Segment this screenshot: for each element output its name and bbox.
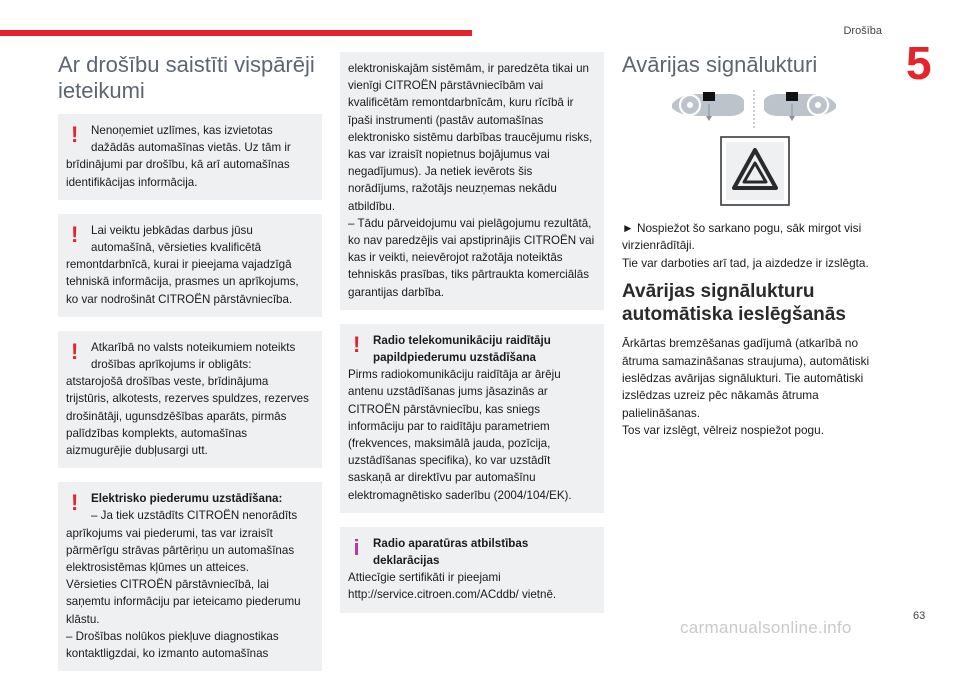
header-accent-bar xyxy=(0,30,472,36)
page-number: 63 xyxy=(913,610,926,622)
warning-note-radio-transmitters xyxy=(340,324,604,513)
warning-exclamation-icon: ! xyxy=(71,338,79,364)
right-column xyxy=(622,52,888,440)
warning-exclamation-icon: ! xyxy=(71,122,79,147)
general-safety-heading: Ar drošību saistīti vispārēji ieteikumi xyxy=(58,52,315,103)
info-note-declarations xyxy=(340,527,604,613)
hazard-button-figure xyxy=(720,136,790,206)
warning-exclamation-icon: ! xyxy=(71,221,79,247)
note-body: remontdarbnīcā, kurai ir pieejama vajadzīgā tehniskā informācija, prasmes un aprīkojums, ko var nodrošināt CITROËN pārstāvniecība. xyxy=(66,258,299,306)
note-body: elektroniskajām sistēmām, ir paredzēta tikai un vienīgi CITROËN pārstāvniecībām vai kvalificētām remontdarbnīcām, kuru rīcībā ir īpaši instrumenti (pastāv automašīnas elektronisko sistēmu darbības traucējumu risks, kas var izraisīt nopietnus bojājumus vai negadījumus). Ja netiek ievērots šis norādījums, ražotājs neuzņemas nekādu atbildību. – Tādu pārveidojumu vai pielāgojumu rezultātā, ko nav paredzējis vai apstiprinājis CITROËN vai kas ir veikti, neievērojot ražotāja noteiktās tehniskās prasības, tiks pārtraukta komerciālās garantijas darbība. xyxy=(348,62,595,299)
spacer xyxy=(622,206,888,220)
warning-note-workshop xyxy=(58,214,322,317)
middle-column xyxy=(340,52,604,627)
note-lead: Lai veiktu jebkādas darbus jūsu automašīnā, vērsieties kvalificētā xyxy=(91,223,262,255)
note-title: Radio aparatūras atbilstības deklarācijas xyxy=(373,536,529,568)
warning-exclamation-icon: ! xyxy=(71,490,79,516)
note-body: Pirms radiokomunikāciju raidītāja ar ārēju antenu uzstādīšanas jums jāsazinās ar CITROËN pārstāvniecību, kas sniegs informāciju par to raidītāju parametriem (frekvences, maksimālā jauda, pozīcija, uzstādīšanas specifika), ko var uzstādīt saskaņā ar direktīvu par automašīnu elektromagnētisko saderību (2004/104/EK). xyxy=(348,368,572,502)
warning-note-labels xyxy=(58,114,322,200)
note-title: Radio telekomunikāciju raidītāju papildpiederumu uzstādīšana xyxy=(373,333,551,365)
automatic-activation-text: Ārkārtas bremzēšanas gadījumā (atkarībā no ātruma samazināšanas straujuma), automātiski ieslēdzas avārijas signālukturi. Tie automātiski izslēdzas uzreiz pēc nākamās ātruma palielināšanas. Tos var izslēgt, vēlreiz nospiežot pogu. xyxy=(622,336,870,438)
dashboard-position-figure xyxy=(670,88,840,130)
left-column xyxy=(58,52,322,685)
chapter-number: 5 xyxy=(906,37,932,89)
note-body: Attiecīgie sertifikāti ir pieejami http://service.citroen.com/ACddb/ vietnē. xyxy=(348,571,557,602)
note-lead: – Ja tiek uzstādīts CITROËN nenorādīts xyxy=(91,509,298,523)
note-lead: Atkarībā no valsts noteikumiem noteikts drošības aprīkojums ir obligāts: xyxy=(91,340,296,372)
hazard-instruction-text: ► Nospiežot šo sarkano pogu, sāk mirgot visi virzienrādītāji. Tie var darboties arī tad, ja aizdedze ir izslēgta. xyxy=(622,221,869,270)
info-icon: i xyxy=(353,534,360,560)
automatic-activation-heading: Avārijas signālukturu automātiska ieslēgšanās xyxy=(622,281,846,326)
watermark: carmanualsonline.info xyxy=(680,618,852,637)
note-body: aprīkojums vai piederumi, tas var izraisīt pārmērīgu strāvas pārtēriņu un automašīnas elektrosistēmas kļūmes un atteices. Vērsieties CITROËN pārstāvniecībā, lai saņemtu informāciju par ieteicamo piederumu klāstu. – Drošības nolūkos piekļuve diagnostikas kontaktligzdai, ko izmanto automašīnas xyxy=(66,526,301,661)
continued-note xyxy=(340,52,604,310)
hazard-lights-heading: Avārijas signālukturi xyxy=(622,52,818,77)
section-title: Drošība xyxy=(843,25,882,37)
right-hand-drive-figure xyxy=(764,92,836,121)
spacer xyxy=(622,272,888,280)
note-body: atstarojošā drošības veste, brīdinājuma trijstūris, alkotests, rezerves spuldzes, rezerves drošinātāji, ugunsdzēšības aparāts, pirmās palīdzības komplekts, automašīnas aizmugurējie dubļusargi utt. xyxy=(66,375,309,458)
warning-note-mandatory-equipment xyxy=(58,331,322,468)
note-lead: Nenoņemiet uzlīmes, kas izvietotas dažādās automašīnas vietās. Uz tām ir xyxy=(91,124,291,155)
warning-note-electrical-accessories xyxy=(58,482,322,671)
warning-exclamation-icon: ! xyxy=(353,331,361,357)
left-hand-drive-figure xyxy=(672,92,744,121)
note-body: brīdinājumi par drošību, kā arī automašīnas identifikācijas informācija. xyxy=(66,158,290,189)
note-title: Elektrisko piederumu uzstādīšana: xyxy=(91,492,283,506)
